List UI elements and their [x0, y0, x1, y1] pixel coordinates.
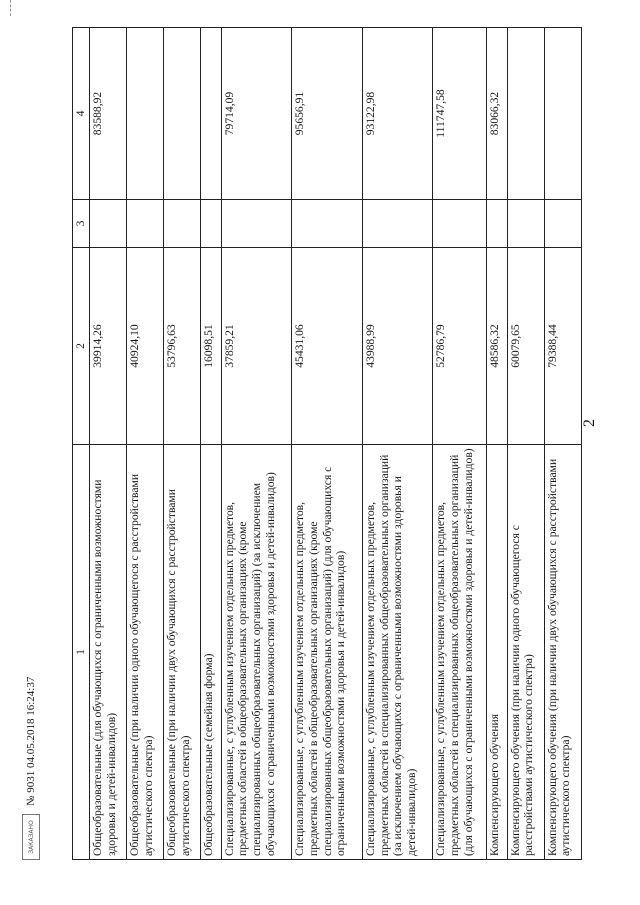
- row-value-col4: [201, 28, 221, 200]
- column-header-4: 4: [73, 28, 90, 200]
- table-row: [201, 28, 221, 860]
- row-name-cell: Специализированные, с углубленным изучением отдельных предметов, предметных областей в специализированных общеобразовательных организаций (для обучающихся с ограниченными возможностями здоровья и детей-инвалидов): [433, 445, 487, 860]
- row-value-col3: [362, 200, 433, 248]
- row-name-cell: Компенсирующего обучения (при наличии одного обучающегося с расстройствами аутистического спектра): [507, 445, 544, 860]
- row-value-col3: [164, 200, 201, 248]
- row-value-col3: [487, 200, 507, 248]
- document-number: № 9031 04.05.2018 16:24:37: [25, 676, 37, 806]
- row-name-cell: Общеобразовательные (для обучающихся с ограниченными возможностями здоровья и детей-инвалидов): [90, 445, 127, 860]
- table-row: [127, 28, 164, 860]
- page-number: 2: [581, 419, 598, 427]
- row-value-col3: [292, 200, 363, 248]
- table-row: [487, 28, 507, 860]
- table-row: [164, 28, 201, 860]
- row-value-col3: [127, 200, 164, 248]
- table-row: [544, 28, 581, 860]
- footer-line: [18, 480, 44, 860]
- scan-edge: [0, 0, 11, 16]
- row-value-col4: 93122,98: [362, 28, 433, 200]
- table-row: [362, 28, 433, 860]
- row-value-col4: [507, 28, 544, 200]
- row-value-col2: 53796,63: [164, 248, 201, 445]
- row-value-col4: 79714,09: [221, 28, 292, 200]
- row-name-cell: Компенсирующего обучения (при наличии двух обучающихся с расстройствами аутистического спектра): [544, 445, 581, 860]
- row-value-col2: 79388,44: [544, 248, 581, 445]
- row-value-col3: [201, 200, 221, 248]
- row-name-cell: Общеобразовательные (при наличии двух обучающихся с расстройствами аутистического спектра): [164, 445, 201, 860]
- row-value-col2: 39914,26: [90, 248, 127, 445]
- row-value-col2: 16098,51: [201, 248, 221, 445]
- row-value-col4: 83066,32: [487, 28, 507, 200]
- row-value-col3: [507, 200, 544, 248]
- row-name-cell: Общеобразовательные (при наличии одного обучающегося с расстройствами аутистического спектра): [127, 445, 164, 860]
- row-value-col2: 45431,06: [292, 248, 363, 445]
- row-value-col2: 60079,65: [507, 248, 544, 445]
- table-row: [90, 28, 127, 860]
- row-value-col4: 83588,92: [90, 28, 127, 200]
- row-value-col4: [164, 28, 201, 200]
- row-value-col4: 95656,91: [292, 28, 363, 200]
- row-value-col2: 43988,99: [362, 248, 433, 445]
- row-name-cell: Общеобразовательные (семейная форма): [201, 445, 221, 860]
- table-header-row: [73, 28, 90, 860]
- column-header-1: 1: [73, 445, 90, 860]
- stamp-label: ЗАКАЗАНО: [27, 820, 35, 854]
- registration-stamp: [22, 814, 40, 860]
- row-value-col3: [221, 200, 292, 248]
- tariff-table: [72, 27, 582, 860]
- row-value-col2: 37859,21: [221, 248, 292, 445]
- rotated-table-frame: [72, 28, 582, 860]
- row-value-col3: [90, 200, 127, 248]
- row-value-col4: 111747,58: [433, 28, 487, 200]
- row-name-cell: Специализированные, с углубленным изучением отдельных предметов, предметных областей в общеобразовательных организациях (кроме специализированных общеобразовательных организаций) (за исключением обучающихся с ограниченными возможностями здоровья и детей-инвалидов): [221, 445, 292, 860]
- row-value-col2: 52786,79: [433, 248, 487, 445]
- table-row: [221, 28, 292, 860]
- table-row: [292, 28, 363, 860]
- column-header-2: 2: [73, 248, 90, 445]
- row-value-col2: 48586,32: [487, 248, 507, 445]
- row-value-col4: [127, 28, 164, 200]
- row-value-col3: [544, 200, 581, 248]
- table-row: [433, 28, 487, 860]
- row-name-cell: Специализированные, с углубленным изучением отдельных предметов, предметных областей в специализированных общеобразовательных организаций (за исключением обучающихся с ограниченными возможностями здоровья и детей-инвалидов): [362, 445, 433, 860]
- row-name-cell: Компенсирующего обучения: [487, 445, 507, 860]
- table-row: [507, 28, 544, 860]
- column-header-3: 3: [73, 200, 90, 248]
- row-value-col2: 40924,10: [127, 248, 164, 445]
- row-value-col4: [544, 28, 581, 200]
- row-name-cell: Специализированные, с углубленным изучением отдельных предметов, предметных областей в общеобразовательных организациях (кроме специализированных общеобразовательных организаций) (для обучающихся с ограниченными возможностями здоровья и детей-инвалидов): [292, 445, 363, 860]
- table-container: [72, 28, 582, 860]
- row-value-col3: [433, 200, 487, 248]
